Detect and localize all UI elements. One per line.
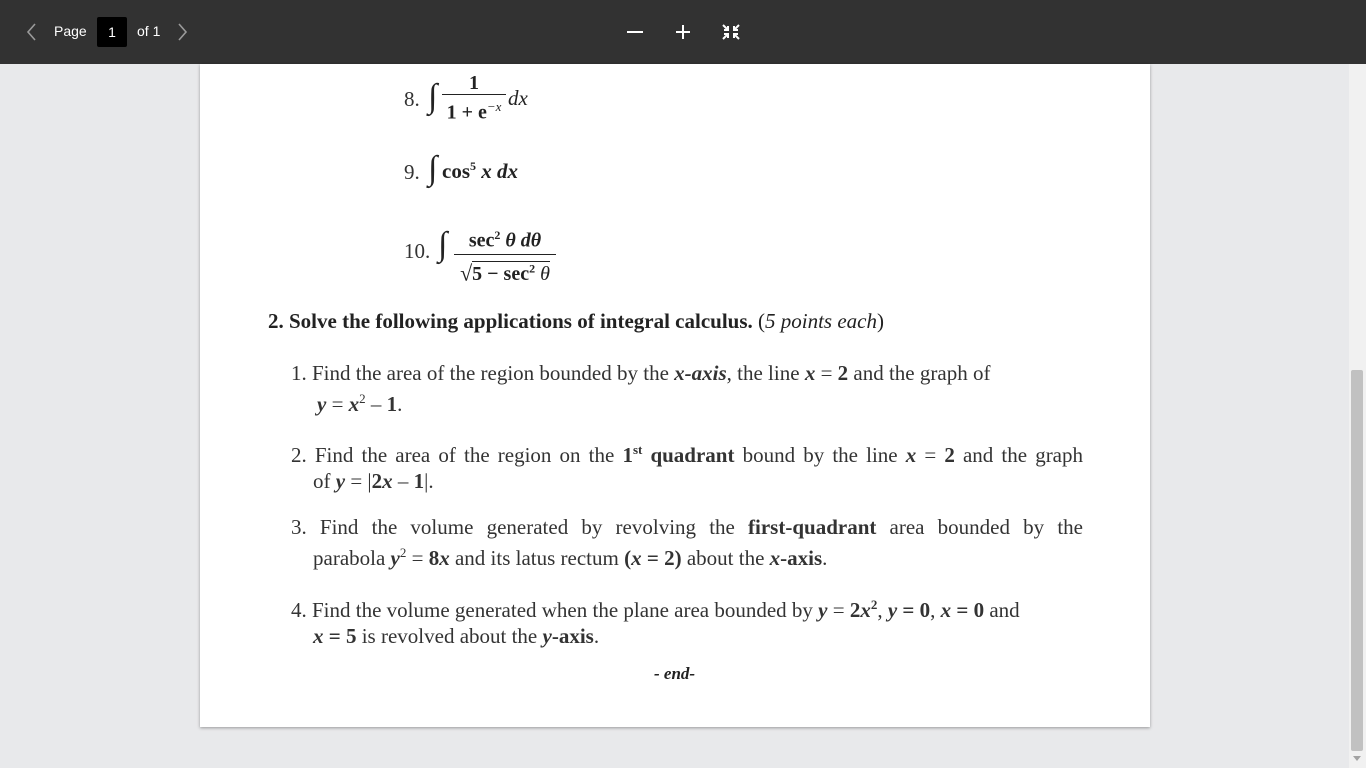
item-label: 9. [404, 160, 420, 184]
chevron-left-icon [20, 20, 44, 44]
plus-icon [670, 20, 696, 44]
problem-2 [291, 437, 1083, 494]
scroll-down-button[interactable] [1351, 752, 1363, 766]
page-total: of 1 [137, 23, 161, 39]
zoom-out-button[interactable] [622, 20, 648, 44]
problem-line: of y = |2x – 1|. [313, 469, 434, 493]
section-2-heading: 2. Solve the following applications of integral calculus. (5 points each) [268, 309, 884, 333]
integral-sign: ∫ [428, 150, 438, 187]
problem-line: $y = x^2 - 1$. [317, 391, 403, 416]
numerator: 1 [469, 72, 479, 94]
problem-line: 1. Find the area of the region bounded by the x-axis, the line x = 2 and the graph of [291, 361, 991, 385]
triangle-down-icon [1352, 755, 1362, 763]
next-page-button[interactable] [170, 20, 194, 44]
page-label: Page [54, 23, 87, 39]
page-number-input[interactable] [97, 17, 127, 47]
denominator: $√5 - \sec^2 \theta$ [460, 260, 550, 286]
previous-page-button[interactable] [20, 20, 44, 44]
problem-4 [291, 592, 1071, 649]
numerator: $\sec^2 \theta$ dθ [468, 228, 542, 252]
integral-sign: ∫ [438, 226, 448, 263]
scrollbar-thumb[interactable] [1351, 370, 1363, 751]
denominator: $1 + e^{-x}$ [446, 99, 502, 124]
problem-3 [291, 514, 1083, 571]
fraction [454, 222, 556, 288]
problem-line: parabola $y^2 = 8x$ and its latus rectum (x = 2) about the x-axis. [313, 545, 828, 570]
problem-line: 2. Find the area of the region on the 1st quadrant bound by the line x = 2 and the graph [291, 442, 1084, 467]
problem-line: 3. Find the volume generated by revolving the first-quadrant area bounded by the [291, 515, 1083, 539]
problem-line: 4. Find the volume generated when the plane area bounded by $y = 2x^2$, y = 0, x = 0 and [291, 597, 1020, 622]
chevron-right-icon [170, 20, 194, 44]
fraction [442, 72, 506, 125]
differential: dx [508, 86, 528, 110]
zoom-in-button[interactable] [670, 20, 696, 44]
problem-line: x = 5 is revolved about the y-axis. [313, 624, 600, 648]
problem-1 [291, 360, 1051, 417]
fit-to-page-button[interactable] [718, 20, 744, 44]
item-label: 8. [404, 87, 420, 111]
minus-icon [622, 20, 648, 44]
integrand: $\cos^5 x$ dx [442, 159, 518, 183]
pdf-toolbar [0, 0, 1366, 64]
fit-to-page-icon [718, 20, 744, 44]
integral-sign: ∫ [428, 78, 438, 115]
item-label: 10. [404, 239, 431, 263]
end-marker: - end- [654, 664, 696, 683]
document-page [200, 64, 1150, 727]
